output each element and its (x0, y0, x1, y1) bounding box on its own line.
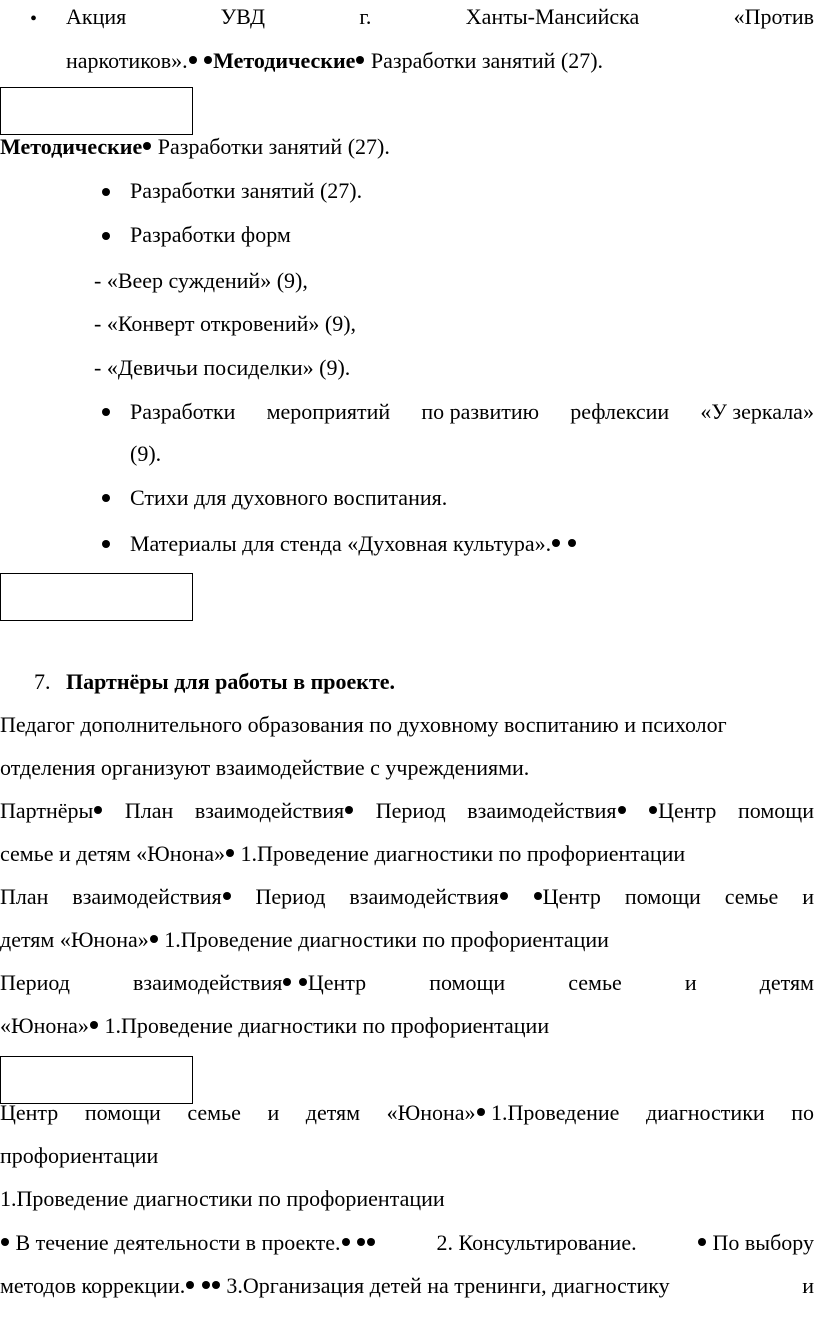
empty-frame (0, 1056, 193, 1104)
center-line: Центр помощи семье и детям «Юнона» 1.Проведение диагностики по (0, 1100, 814, 1125)
bullet-dot-icon (102, 188, 110, 196)
word: г. (359, 4, 372, 29)
word: УВД (220, 4, 266, 29)
bullet-dot-icon (150, 935, 158, 943)
plan-line: План взаимодействия Период взаимодействия Центр помощи семье и (0, 884, 814, 909)
bullet-dot-icon (226, 849, 234, 857)
bullet-dot-icon (186, 1281, 194, 1289)
methodical-heading: Методические Разработки занятий (27). (0, 134, 390, 159)
list-item: Разработки мероприятий по развитию рефлексии «У зеркала» (130, 399, 814, 424)
dash-item: - «Веер суждений» (9), (94, 268, 308, 293)
period-line: Период взаимодействия Центр помощи семье и детям (0, 970, 814, 995)
paragraph-1-line-2: наркотиков». Методические Разработки занятий (27). (66, 48, 604, 73)
bullet-dot-icon (356, 56, 364, 64)
partners-line: Партнёры План взаимодействия Период взаимодействия Центр помощи (0, 798, 814, 823)
bullet-dot-icon (102, 232, 110, 240)
partners-line: семье и детям «Юнона» 1.Проведение диагностики по профориентации (0, 841, 686, 866)
bullet-dot-icon (649, 806, 657, 814)
section-number: 7. (34, 669, 51, 694)
word: Акция (66, 4, 127, 29)
plan-line: детям «Юнона» 1.Проведение диагностики по профориентации (0, 927, 609, 952)
dash-item: - «Девичьи посиделки» (9). (94, 355, 351, 380)
list-item: Разработки занятий (27). (130, 178, 363, 203)
center-line: профориентации (0, 1143, 159, 1168)
bullet-dot-icon (367, 1238, 375, 1246)
list-item: Материалы для стенда «Духовная культура». (130, 531, 577, 557)
bullet-dot-icon (500, 892, 508, 900)
bullet-dot-icon (223, 892, 231, 900)
list-item-continuation: (9). (130, 441, 162, 466)
bullet-dot-icon (345, 806, 353, 814)
word: Ханты-Мансийска (465, 4, 640, 29)
bullet-dot-icon (202, 1281, 210, 1289)
bullet-dot-icon (102, 408, 110, 416)
empty-frame (0, 573, 193, 621)
bullet-dot-icon (342, 1238, 350, 1246)
bullet-dot-icon (1, 1238, 9, 1246)
bullet-dot-icon (477, 1108, 485, 1116)
bullet-dot-icon (534, 892, 542, 900)
bullet-dot-icon (212, 1281, 220, 1289)
list-item: Разработки форм (130, 222, 291, 247)
bullet-dot-icon (102, 540, 110, 548)
bullet-dot-icon (143, 142, 151, 150)
paragraph-line: 1.Проведение диагностики по профориентации (0, 1186, 445, 1211)
bullet-dot-icon (204, 56, 212, 64)
paragraph-1-line-1 (66, 4, 814, 30)
empty-frame (0, 87, 193, 135)
section-title: Партнёры для работы в проекте. (66, 669, 396, 694)
bullet-dot-icon (299, 978, 307, 986)
bullet-dot-icon (283, 978, 291, 986)
bullet-dot-icon (698, 1238, 706, 1246)
paragraph-line: В течение деятельности в проекте. 2. Консультирование. По выбору (0, 1230, 814, 1256)
bullet-dot-icon (357, 1238, 365, 1246)
bullet-mark: • (30, 8, 38, 30)
word: «Против (733, 4, 814, 29)
bullet-dot-icon (568, 539, 576, 547)
dash-item: - «Конверт откровений» (9), (94, 311, 357, 336)
paragraph-line: методов коррекции. 3.Организация детей на тренинги, диагностику и (0, 1273, 814, 1298)
list-item: Стихи для духовного воспитания. (130, 485, 448, 510)
bullet-dot-icon (552, 539, 560, 547)
bullet-dot-icon (90, 1021, 98, 1029)
paragraph-line: отделения организуют взаимодействие с учреждениями. (0, 755, 530, 780)
period-line: «Юнона» 1.Проведение диагностики по профориентации (0, 1013, 550, 1038)
bullet-dot-icon (102, 494, 110, 502)
bullet-dot-icon (94, 806, 102, 814)
bullet-dot-icon (618, 806, 626, 814)
bullet-dot-icon (189, 56, 197, 64)
paragraph-line: Педагог дополнительного образования по духовному воспитанию и психолог (0, 712, 727, 737)
